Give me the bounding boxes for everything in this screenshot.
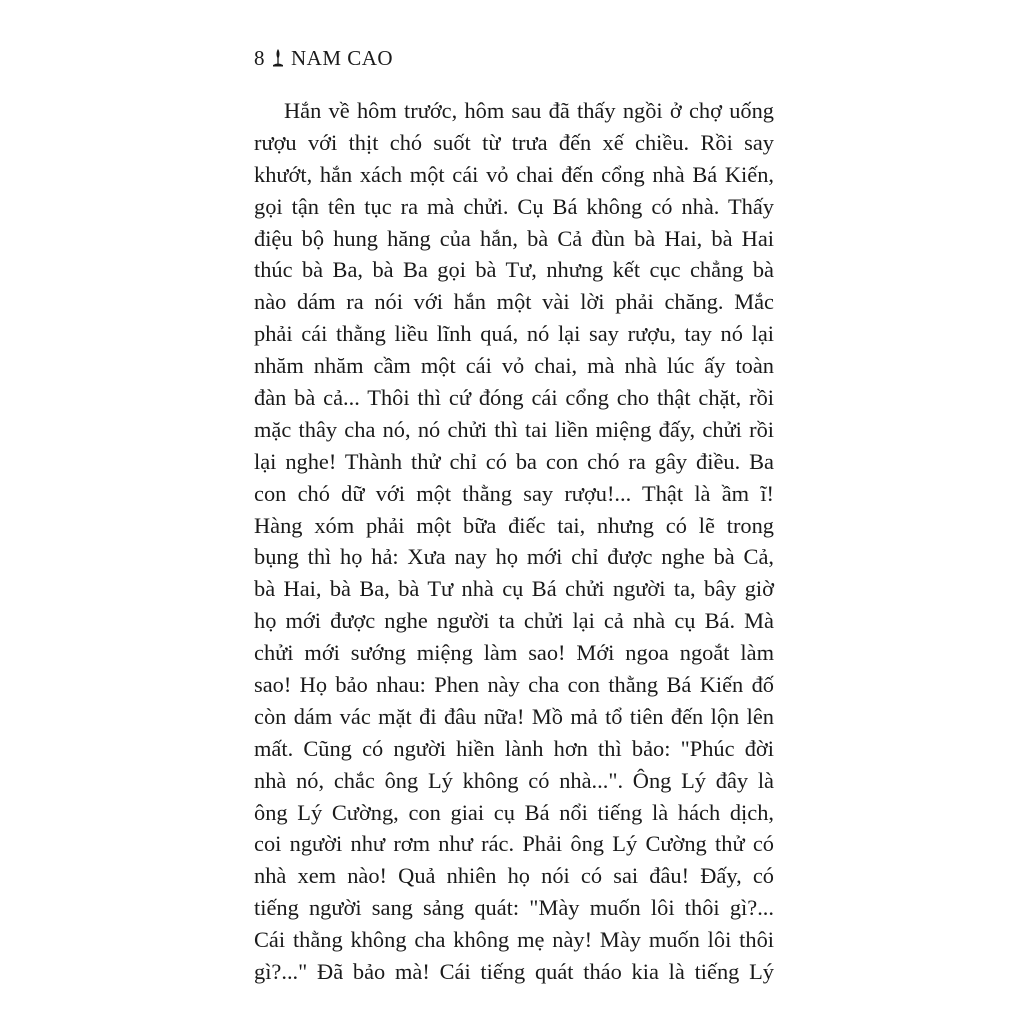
text-line: đàn bà cả... Thôi thì cứ đóng cái cổng cho thật chặt, rồi: [254, 385, 774, 411]
author-name: NAM CAO: [291, 45, 394, 70]
text-line: con chó dữ với một thằng say rượu!... Thật là ầm ĩ!: [254, 480, 774, 506]
text-line: rượu với thịt chó suốt từ trưa đến xế chiều. Rồi say: [254, 129, 774, 155]
text-line: gì?..." Đã bảo mà! Cái tiếng quát tháo kia là tiếng Lý: [254, 959, 774, 985]
text-line: nhà xem nào! Quả nhiên họ nói có sai đâu! Đấy, có: [254, 863, 774, 889]
text-line: bà Hai, bà Ba, bà Tư nhà cụ Bá chửi người ta, bây giờ: [254, 576, 774, 602]
running-header: [254, 44, 393, 72]
text-line: phải cái thằng liều lĩnh quá, nó lại say rượu, tay nó lại: [254, 321, 774, 347]
text-line: chửi mới sướng miệng làm sao! Mới ngoa ngoắt làm: [254, 640, 774, 666]
text-line: nhà nó, chắc ông Lý không có nhà...". Ông Lý đây là: [254, 767, 774, 793]
text-line: nào dám ra nói với hắn một vài lời phải chăng. Mắc: [254, 289, 774, 315]
text-line: khướt, hắn xách một cái vỏ chai đến cổng nhà Bá Kiến,: [254, 161, 774, 187]
text-line: coi người như rơm như rác. Phải ông Lý Cường thử có: [254, 831, 774, 857]
text-line: Hắn về hôm trước, hôm sau đã thấy ngồi ở chợ uống: [284, 98, 774, 123]
text-line: ông Lý Cường, con giai cụ Bá nổi tiếng là hách dịch,: [254, 799, 774, 825]
text-line: tiếng người sang sảng quát: "Mày muốn lôi thôi gì?...: [254, 895, 774, 921]
text-line: thúc bà Ba, bà Ba gọi bà Tư, nhưng kết cục chẳng bà: [254, 257, 774, 283]
text-line: bụng thì họ hả: Xưa nay họ mới chỉ được nghe bà Cả,: [254, 544, 774, 570]
text-line: gọi tận tên tục ra mà chửi. Cụ Bá không có nhà. Thấy: [254, 193, 774, 219]
text-line: còn dám vác mặt đi đâu nữa! Mồ mả tổ tiên đến lộn lên: [254, 703, 774, 729]
text-line: họ mới được nghe người ta chửi lại cả nhà cụ Bá. Mà: [254, 608, 774, 634]
text-line: mặc thây cha nó, nó chửi thì tai liền miệng đấy, chửi rồi: [254, 416, 774, 442]
body-paragraph: [254, 95, 774, 988]
quill-ornament-icon: [271, 48, 285, 68]
text-line: sao! Họ bảo nhau: Phen này cha con thằng Bá Kiến đố: [254, 672, 774, 698]
text-line: nhăm nhăm cầm một cái vỏ chai, mà nhà lúc ấy toàn: [254, 353, 774, 379]
page-number: 8: [254, 45, 265, 70]
text-line: Cái thằng không cha không mẹ này! Mày muốn lôi thôi: [254, 927, 774, 953]
text-line: điệu bộ hung hăng của hắn, bà Cả đùn bà Hai, bà Hai: [254, 225, 774, 251]
text-line: mất. Cũng có người hiền lành hơn thì bảo: "Phúc đời: [254, 735, 774, 761]
text-line: lại nghe! Thành thử chỉ có ba con chó ra gây điều. Ba: [254, 448, 774, 474]
text-line: Hàng xóm phải một bữa điếc tai, nhưng có lẽ trong: [254, 512, 774, 538]
